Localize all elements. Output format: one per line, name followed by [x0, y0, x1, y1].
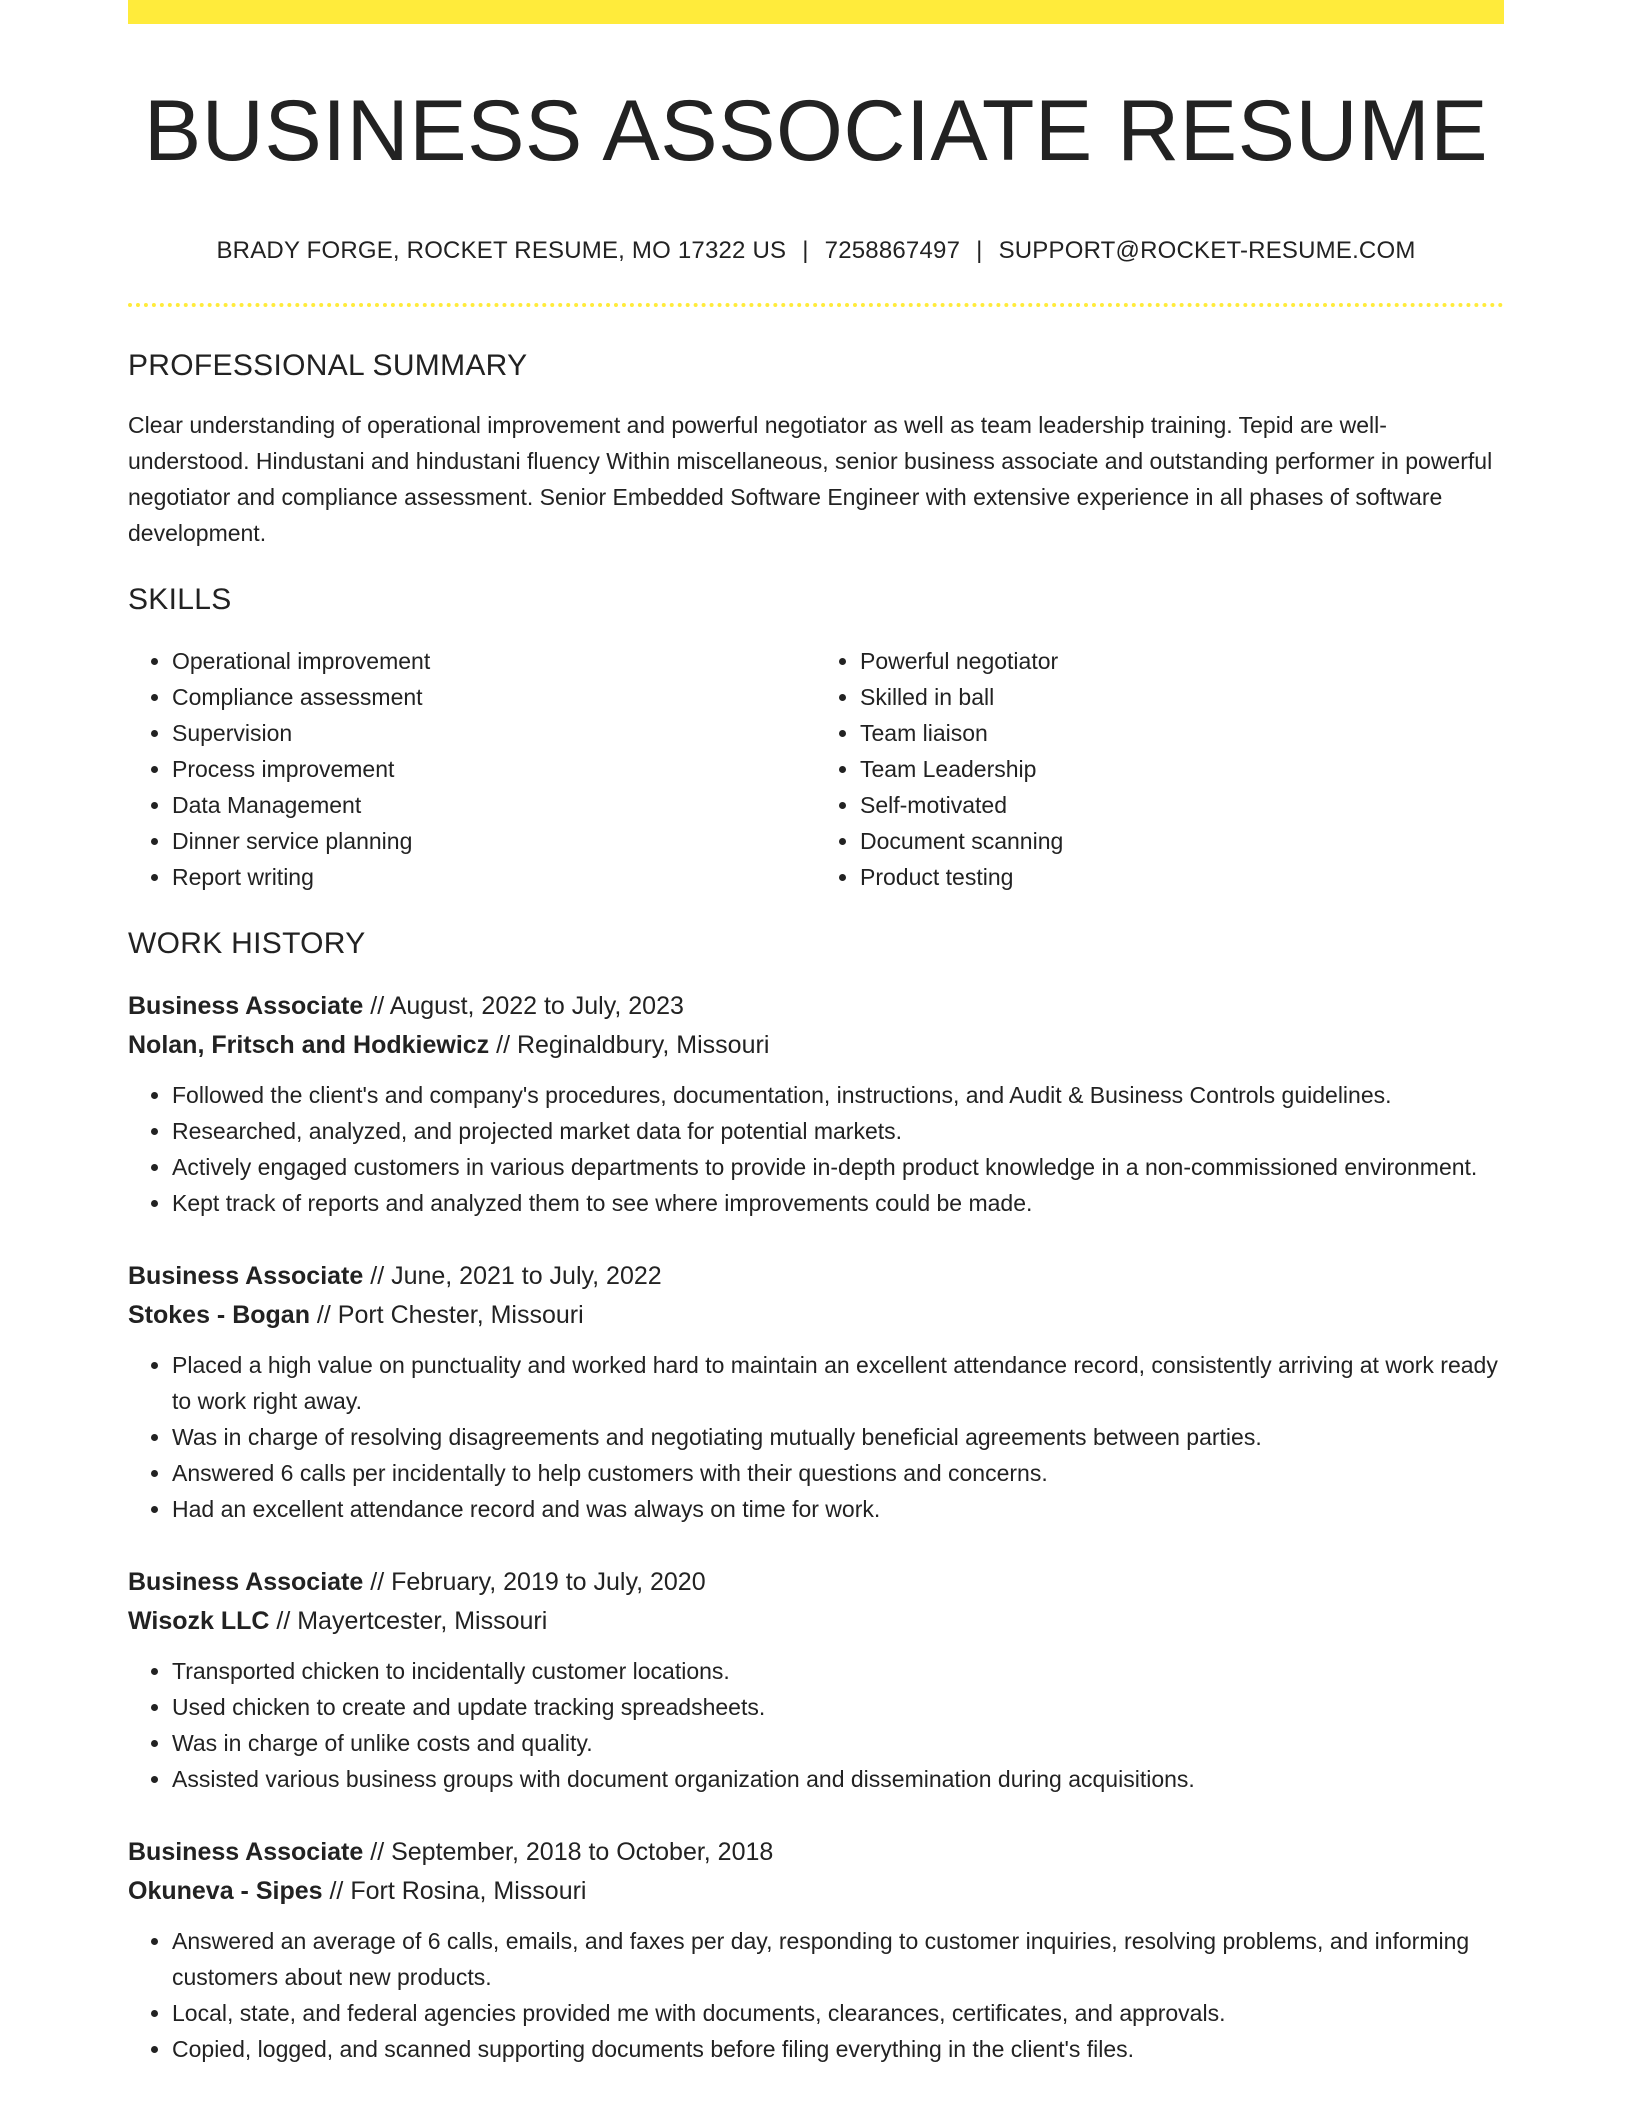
job-location: // Mayertcester, Missouri [269, 1606, 548, 1635]
skill-item: • Operational improvement [172, 643, 816, 679]
divider [128, 303, 1504, 307]
contact-email[interactable]: SUPPORT@ROCKET-RESUME.COM [998, 236, 1416, 264]
job-title: Business Associate [128, 1261, 364, 1290]
job-title-line [128, 1833, 1504, 1872]
job-location: // Fort Rosina, Missouri [322, 1876, 587, 1905]
job-bullets [128, 1653, 1504, 1797]
job-company: Nolan, Fritsch and Hodkiewicz [128, 1030, 490, 1059]
job-dates: // June, 2021 to July, 2022 [363, 1261, 662, 1290]
skill-item: • Data Management [172, 787, 816, 823]
job-entry [128, 987, 1504, 1221]
job-entry [128, 1833, 1504, 2067]
skills-column-right [816, 643, 1504, 895]
page-title: BUSINESS ASSOCIATE RESUME [143, 83, 1489, 179]
section-heading: SKILLS [128, 582, 232, 616]
job-bullet: • Used chicken to create and update tracking spreadsheets. [172, 1689, 1504, 1725]
job-bullet: • Local, state, and federal agencies provided me with documents, clearances, certificates, and approvals. [172, 1995, 1504, 2031]
job-company: Okuneva - Sipes [128, 1876, 323, 1905]
skill-item: • Skilled in ball [860, 679, 1504, 715]
job-dates: // February, 2019 to July, 2020 [363, 1567, 706, 1596]
job-dates: // September, 2018 to October, 2018 [363, 1837, 774, 1866]
summary-text: Clear understanding of operational improvement and powerful negotiator as well as team leadership training. Tepid are well-understood. Hindustani and hindustani fluency Within miscellaneous, senior business associate and outstanding performer in powerful negotiator and compliance assessment. Senior Embedded Software Engineer with extensive experience in all phases of software development. [128, 411, 1493, 546]
resume-page [128, 0, 1504, 2067]
job-title-line [128, 987, 1504, 1026]
job-dates: // August, 2022 to July, 2023 [363, 991, 684, 1020]
job-bullets [128, 1347, 1504, 1527]
job-company-line [128, 1602, 1504, 1641]
job-bullet: • Followed the client's and company's procedures, documentation, instructions, and Audit & Business Controls guidelines. [172, 1077, 1504, 1113]
job-location: // Reginaldbury, Missouri [489, 1030, 770, 1059]
contact-address: BRADY FORGE, ROCKET RESUME, MO 17322 US [216, 236, 787, 264]
work-history-section [128, 927, 1504, 2067]
job-bullets [128, 1923, 1504, 2067]
contact-separator: | [976, 236, 983, 264]
skill-item: • Document scanning [860, 823, 1504, 859]
section-heading: WORK HISTORY [128, 926, 366, 960]
job-title: Business Associate [128, 1567, 364, 1596]
job-bullets [128, 1077, 1504, 1221]
skill-item: • Report writing [172, 859, 816, 895]
job-bullet: • Was in charge of unlike costs and quality. [172, 1725, 1504, 1761]
job-bullet: • Was in charge of resolving disagreements and negotiating mutually beneficial agreements between parties. [172, 1419, 1504, 1455]
section-heading: PROFESSIONAL SUMMARY [128, 348, 528, 382]
skill-item: • Self-motivated [860, 787, 1504, 823]
skills-section [128, 583, 1504, 895]
skills-grid [128, 643, 1504, 895]
skill-item: • Team Leadership [860, 751, 1504, 787]
job-bullet: • Kept track of reports and analyzed them to see where improvements could be made. [172, 1185, 1504, 1221]
job-bullet: • Answered an average of 6 calls, emails, and faxes per day, responding to customer inquiries, resolving problems, and informing customers about new products. [172, 1923, 1504, 1995]
skill-item: • Supervision [172, 715, 816, 751]
job-bullet: • Researched, analyzed, and projected market data for potential markets. [172, 1113, 1504, 1149]
job-title: Business Associate [128, 1837, 364, 1866]
skill-item: • Team liaison [860, 715, 1504, 751]
skill-item: • Process improvement [172, 751, 816, 787]
job-company: Stokes - Bogan [128, 1300, 310, 1329]
job-bullet: • Had an excellent attendance record and was always on time for work. [172, 1491, 1504, 1527]
contact-line [128, 237, 1504, 265]
job-title-line [128, 1563, 1504, 1602]
skill-item: • Product testing [860, 859, 1504, 895]
contact-phone: 7258867497 [824, 236, 961, 264]
job-company-line [128, 1872, 1504, 1911]
skill-item: • Powerful negotiator [860, 643, 1504, 679]
job-bullet: • Answered 6 calls per incidentally to help customers with their questions and concerns. [172, 1455, 1504, 1491]
job-bullet: • Transported chicken to incidentally customer locations. [172, 1653, 1504, 1689]
job-bullet: • Assisted various business groups with document organization and dissemination during acquisitions. [172, 1761, 1504, 1797]
contact-separator: | [802, 236, 809, 264]
job-entry [128, 1563, 1504, 1797]
job-company: Wisozk LLC [128, 1606, 270, 1635]
skills-column-left [128, 643, 816, 895]
skill-item: • Compliance assessment [172, 679, 816, 715]
job-company-line [128, 1296, 1504, 1335]
job-location: // Port Chester, Missouri [309, 1300, 584, 1329]
job-title-line [128, 1257, 1504, 1296]
professional-summary-section [128, 349, 1504, 551]
job-entry [128, 1257, 1504, 1527]
job-company-line [128, 1026, 1504, 1065]
skill-item: • Dinner service planning [172, 823, 816, 859]
job-title: Business Associate [128, 991, 364, 1020]
job-bullet: • Actively engaged customers in various departments to provide in-depth product knowledge in a non-commissioned environment. [172, 1149, 1504, 1185]
accent-bar [128, 0, 1504, 24]
job-bullet: • Copied, logged, and scanned supporting documents before filing everything in the client's files. [172, 2031, 1504, 2067]
job-bullet: • Placed a high value on punctuality and worked hard to maintain an excellent attendance record, consistently arriving at work ready to work right away. [172, 1347, 1504, 1419]
